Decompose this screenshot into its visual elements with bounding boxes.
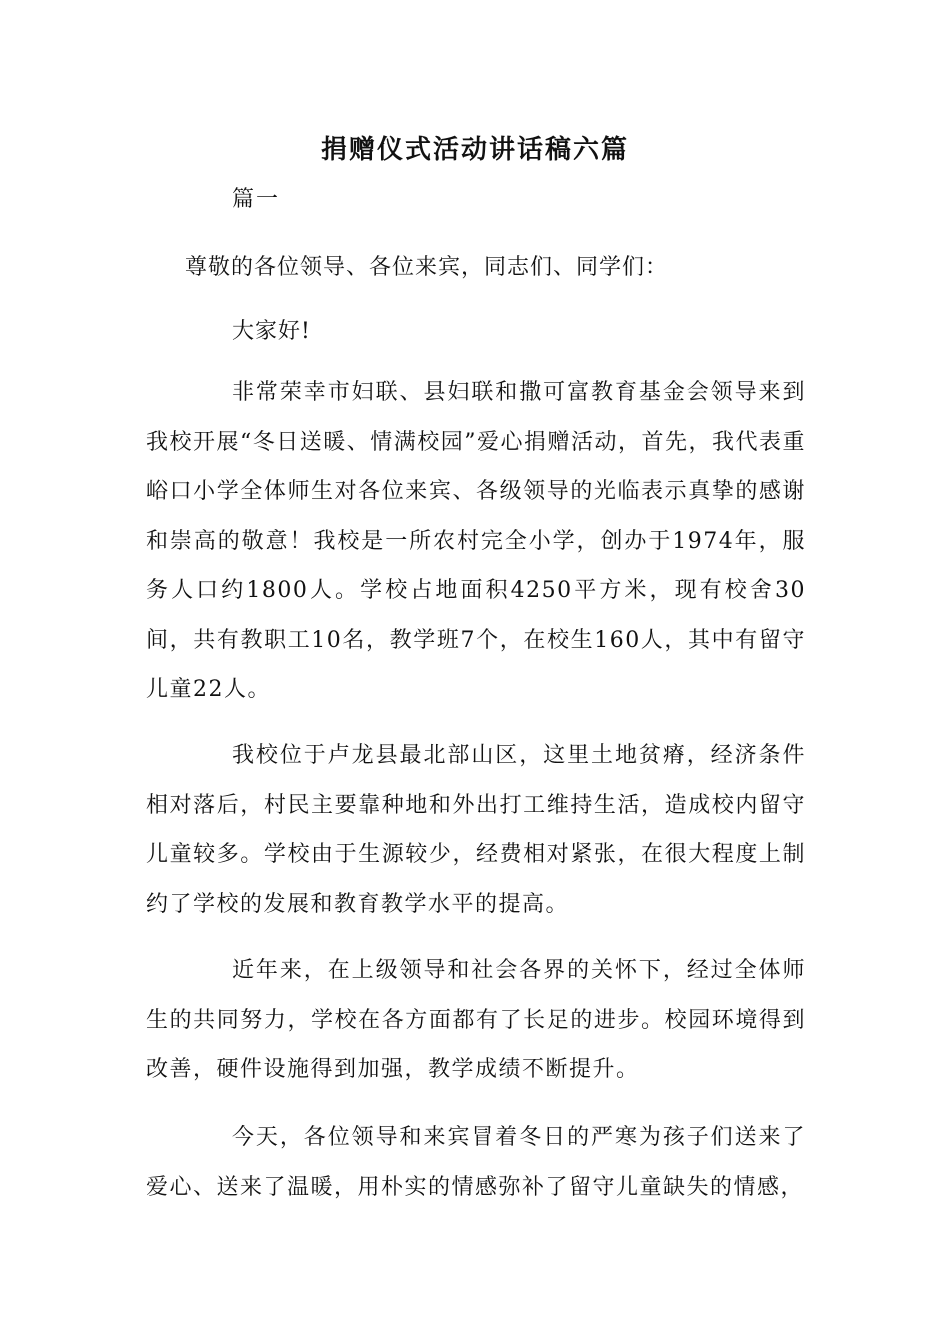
document-title: 捐赠仪式活动讲话稿六篇 — [320, 135, 629, 165]
paragraph-4: 今天，各位领导和来宾冒着冬日的严寒为孩子们送来了爱心、送来了温暖，用朴实的情感弥补了留守儿童缺失的情感， — [146, 1125, 806, 1200]
section-label: 篇一 — [232, 187, 281, 212]
salutation: 尊敬的各位领导、各位来宾，同志们、同学们： — [185, 255, 669, 280]
paragraph-3: 近年来，在上级领导和社会各界的关怀下，经过全体师生的共同努力，学校在各方面都有了长足的进步。校园环境得到改善，硬件设施得到加强，教学成绩不断提升。 — [146, 958, 806, 1082]
greeting: 大家好! — [232, 319, 311, 344]
paragraph-2: 我校位于卢龙县最北部山区，这里土地贫瘠，经济条件相对落后，村民主要靠种地和外出打工维持生活，造成校内留守儿童较多。学校由于生源较少，经费相对紧张，在很大程度上制约了学校的发展和教育教学水平的提高。 — [146, 743, 806, 917]
paragraph-1: 非常荣幸市妇联、县妇联和撒可富教育基金会领导来到我校开展“冬日送暖、情满校园”爱心捐赠活动，首先，我代表重峪口小学全体师生对各位来宾、各级领导的光临表示真挚的感谢和崇高的敬意！我校是一所农村完全小学，创办于1974年，服务人口约1800人。学校占地面积4250平方米，现有校舍30间，共有教职工10名，教学班7个，在校生160人，其中有留守儿童22人。 — [146, 380, 806, 702]
